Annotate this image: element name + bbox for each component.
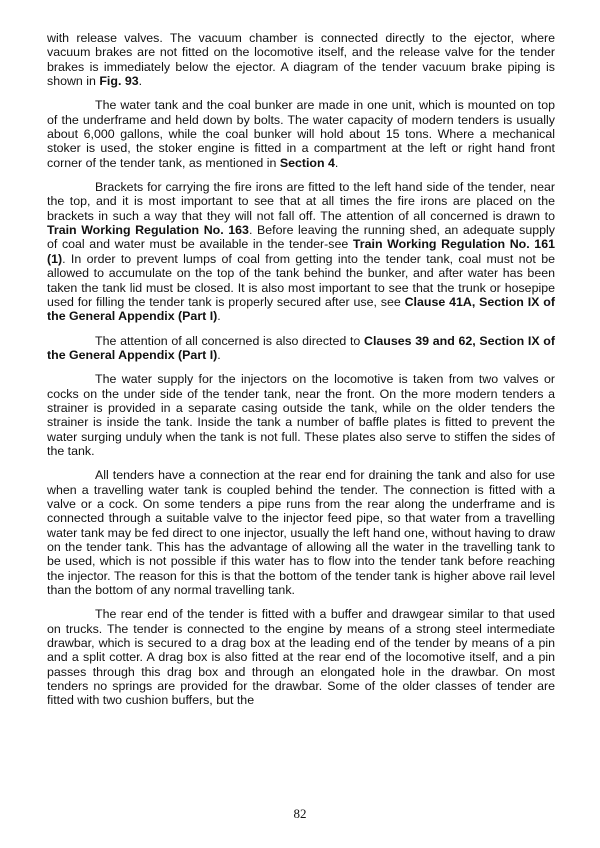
section-reference: Section 4 xyxy=(279,155,335,170)
paragraph-4: The attention of all concerned is also directed to Clauses 39 and 62, Section IX of the General Appendix (Part I). xyxy=(47,333,555,362)
paragraph-2: The water tank and the coal bunker are made in one unit, which is mounted on top of the underframe and held down by bolts. The water capacity of modern tenders is usually about 6,000 gallons, while the coal bunker will hold about 15 tons. Where a mechanical stoker is used, the stoker engine is fitted in a compartment at the left or right hand front corner of the tender tank, as mentioned in Section 4. xyxy=(47,98,555,170)
regulation-reference: Train Working Regulation No. 163 xyxy=(47,223,249,238)
figure-reference: Fig. 93 xyxy=(99,74,139,89)
regulation-reference: Train Working Regulation No. 161 (1) xyxy=(47,237,555,266)
paragraph-3: Brackets for carrying the fire irons are fitted to the left hand side of the tender, near the top, and it is most important to see that at all times the fire irons are placed on the brackets in such a way that they will not fall off. The attention of all concerned is drawn to Train Working Regulation No. 163. Before leaving the running shed, an adequate supply of coal and water must be available in the tender-see Train Working Regulation No. 161 (1). In order to prevent lumps of coal from getting into the tender tank, coal must not be allowed to accumulate on the top of the tank behind the bunker, and after water has been taken the tank lid must be closed. It is also most important to see that the trunk or hosepipe used for filling the tender tank is properly secured after use, see Clause 41A, Section IX of the General Appendix (Part I). xyxy=(47,180,555,324)
clause-reference: Clauses 39 and 62, Section IX of the General Appendix (Part I) xyxy=(47,333,555,362)
page-number: 82 xyxy=(293,806,307,821)
page-body xyxy=(47,31,555,718)
paragraph-7: The rear end of the tender is fitted with a buffer and drawgear similar to that used on trucks. The tender is connected to the engine by means of a strong steel intermediate drawbar, which is secured to a drag box at the leading end of the tender by means of a pin and a split cotter. A drag box is also fitted at the rear end of the locomotive itself, and a pin passes through this drag box and through an elongated hole in the drawbar. On most tenders no springs are provided for the drawbar. Some of the older classes of tender are fitted with two cushion buffers, but the xyxy=(47,607,555,708)
paragraph-6: All tenders have a connection at the rear end for draining the tank and also for use when a travelling water tank is coupled behind the tender. The connection is fitted with a valve or a cock. On some tenders a pipe runs from the rear along the underframe and is connected through a suitable valve to the injector feed pipe, so that water from a travelling water tank may be fed direct to one injector, usually the left hand one, without having to draw on the tender tank. This has the advantage of allowing all the water in the travelling tank to be used, which is not possible if this water has to flow into the tender tank before reaching the injector. The reason for this is that the bottom of the tender tank is higher above rail level than the bottom of any normal travelling tank. xyxy=(47,468,555,598)
clause-reference: Clause 41A, Section IX of the General Appendix (Part I) xyxy=(47,294,555,324)
paragraph-5: The water supply for the injectors on the locomotive is taken from two valves or cocks on the under side of the tender tank, near the front. On the more modern tenders a strainer is provided in a separate casing outside the tank, while on the older tenders the strainer is inside the tank. Inside the tank a number of baffle plates is fitted to prevent the water surging unduly when the tank is not full. These plates also serve to stiffen the sides of the tank. xyxy=(47,372,555,458)
paragraph-1: with release valves. The vacuum chamber is connected directly to the ejector, where vacuum brakes are not fitted on the locomotive itself, and the release valve for the tender brakes is immediately below the ejector. A diagram of the tender vacuum brake piping is shown in Fig. 93. xyxy=(47,31,555,89)
